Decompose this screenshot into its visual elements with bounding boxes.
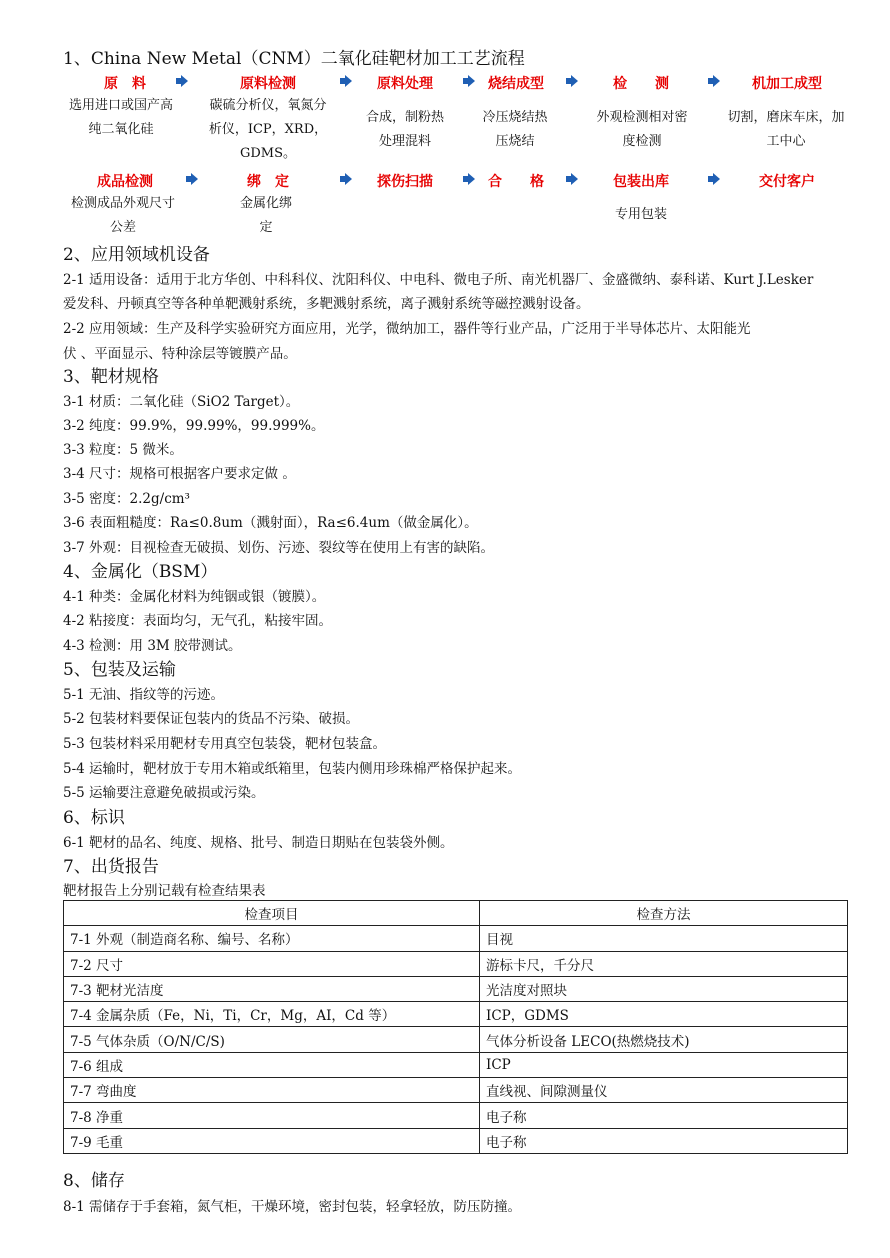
flow-step-desc: 碳硫分析仪，氧氮分析仪，ICP，XRD，GDMS。 [208,98,328,161]
flow-step-label: 合 格 [488,174,544,190]
arrow-right-icon [566,173,578,185]
flow-step-label: 烧结成型 [488,76,544,92]
table-cell: 7-3 靶材光洁度 [64,976,480,1001]
paragraph: 2-2 应用领域：生产及科学实验研究方面应用，光学，微纳加工，器件等行业产品，广泛用于半导体芯片、太阳能光 [63,321,751,337]
column-header: 检查方法 [480,901,848,926]
section-heading: 7、出货报告 [63,857,159,877]
table-row [64,976,848,1001]
flow-step-label: 包装出库 [613,174,669,190]
flow-step-desc: 合成，制粉热处理混料 [365,110,444,149]
table-cell: ICP，GDMS [480,1002,848,1027]
table-row [64,1128,848,1153]
flow-step-desc: 专用包装 [614,207,667,222]
section-heading: 4、金属化（BSM） [63,562,218,582]
section-heading: 6、标识 [63,808,125,828]
table-header-row [64,901,848,926]
table-cell: 电子称 [480,1128,848,1153]
table-cell: 7-6 组成 [64,1052,480,1077]
list-item: 4-1 种类：金属化材料为纯铟或银（镀膜）。 [63,589,326,605]
flow-step-desc: 冷压烧结热压烧结 [482,110,548,149]
flow-step-desc: 外观检测相对密度检测 [596,110,688,149]
section-heading: 8、储存 [63,1171,125,1191]
flow-step-label: 机加工成型 [752,76,822,92]
table-cell: 直线视、间隙测量仪 [480,1078,848,1103]
flow-step-label: 绑 定 [247,174,289,190]
list-item: 3-6 表面粗糙度：Ra≤0.8um（溅射面），Ra≤6.4um（做金属化）。 [63,515,478,531]
list-item: 5-1 无油、指纹等的污迹。 [63,687,225,703]
inspection-table [63,900,848,1154]
table-cell: 气体分析设备 LECO(热燃烧技术) [480,1027,848,1052]
arrow-right-icon [463,75,475,87]
flow-step-label: 原料检测 [240,76,296,92]
list-item: 3-2 纯度：99.9%，99.99%，99.999%。 [63,418,325,434]
table-row [64,951,848,976]
table-row [64,1103,848,1128]
list-item: 4-2 粘接度：表面均匀，无气孔，粘接牢固。 [63,613,333,629]
arrow-right-icon [340,173,352,185]
arrow-right-icon [708,173,720,185]
flow-step-desc: 切割，磨床车床，加工中心 [727,110,845,149]
list-item: 3-7 外观：目视检查无破损、划伤、污迹、裂纹等在使用上有害的缺陷。 [63,540,495,556]
flow-step-label: 交付客户 [759,174,815,190]
paragraph: 爱发科、丹顿真空等各种单靶溅射系统，多靶溅射系统，离子溅射系统等磁控溅射设备。 [63,296,590,312]
paragraph: 伏 、平面显示、特种涂层等镀膜产品。 [63,346,297,362]
flow-step-label: 检 测 [613,76,669,92]
list-item: 5-4 运输时，靶材放于专用木箱或纸箱里，包装内侧用珍珠棉严格保护起来。 [63,761,522,777]
table-cell: 光洁度对照块 [480,976,848,1001]
list-item: 3-5 密度：2.2g/cm³ [63,491,190,507]
list-item: 4-3 检测：用 3M 胶带测试。 [63,638,242,654]
list-item: 3-4 尺寸：规格可根据客户要求定做 。 [63,466,296,482]
table-row [64,1052,848,1077]
table-cell: ICP [480,1052,848,1077]
page-title: 1、China New Metal（CNM）二氧化硅靶材加工工艺流程 [63,49,525,69]
table-cell: 7-1 外观（制造商名称、编号、名称） [64,926,480,951]
list-item: 5-5 运输要注意避免破损或污染。 [63,785,265,801]
list-item: 3-3 粒度：5 微米。 [63,442,183,458]
table-row [64,926,848,951]
flow-step-desc: 选用进口或国产高纯二氧化硅 [68,98,173,137]
section-heading: 3、靶材规格 [63,367,159,387]
table-cell: 7-2 尺寸 [64,951,480,976]
arrow-right-icon [463,173,475,185]
table-cell: 7-4 金属杂质（Fe，Ni，Ti，Cr，Mg，AI，Cd 等） [64,1002,480,1027]
table-cell: 目视 [480,926,848,951]
flow-step-label: 原料处理 [377,76,433,92]
table-row [64,1078,848,1103]
table-intro: 靶材报告上分别记载有检查结果表 [63,883,266,899]
flow-step-label: 探伤扫描 [377,174,433,190]
arrow-right-icon [176,75,188,87]
table-cell: 7-8 净重 [64,1103,480,1128]
table-cell: 电子称 [480,1103,848,1128]
table-cell: 游标卡尺，千分尺 [480,951,848,976]
flow-step-label: 原 料 [104,76,146,92]
arrow-right-icon [340,75,352,87]
table-cell: 7-7 弯曲度 [64,1078,480,1103]
section-heading: 5、包装及运输 [63,660,176,680]
flow-step-label: 成品检测 [97,174,153,190]
flow-step-desc: 金属化绑定 [239,196,292,235]
list-item: 5-3 包装材料采用靶材专用真空包装袋，靶材包装盒。 [63,736,387,752]
list-item: 8-1 需储存于手套箱，氮气柜，干燥环境，密封包装，轻拿轻放，防压防撞。 [63,1199,522,1215]
table-row [64,1027,848,1052]
arrow-right-icon [186,173,198,185]
list-item: 6-1 靶材的品名、纯度、规格、批号、制造日期贴在包装袋外侧。 [63,835,454,851]
paragraph: 2-1 适用设备：适用于北方华创、中科科仪、沈阳科仪、中电科、微电子所、南光机器厂、金盛微纳、泰科诺、Kurt J.Lesker [63,272,814,288]
list-item: 3-1 材质：二氧化硅（SiO2 Target）。 [63,394,300,410]
table-cell: 7-9 毛重 [64,1128,480,1153]
flow-step-desc: 检测成品外观尺寸公差 [70,196,175,235]
arrow-right-icon [708,75,720,87]
table-row [64,1002,848,1027]
list-item: 5-2 包装材料要保证包装内的货品不污染、破损。 [63,711,360,727]
section-heading: 2、应用领域机设备 [63,245,210,265]
table-cell: 7-5 气体杂质（O/N/C/S) [64,1027,480,1052]
arrow-right-icon [566,75,578,87]
column-header: 检查项目 [64,901,480,926]
